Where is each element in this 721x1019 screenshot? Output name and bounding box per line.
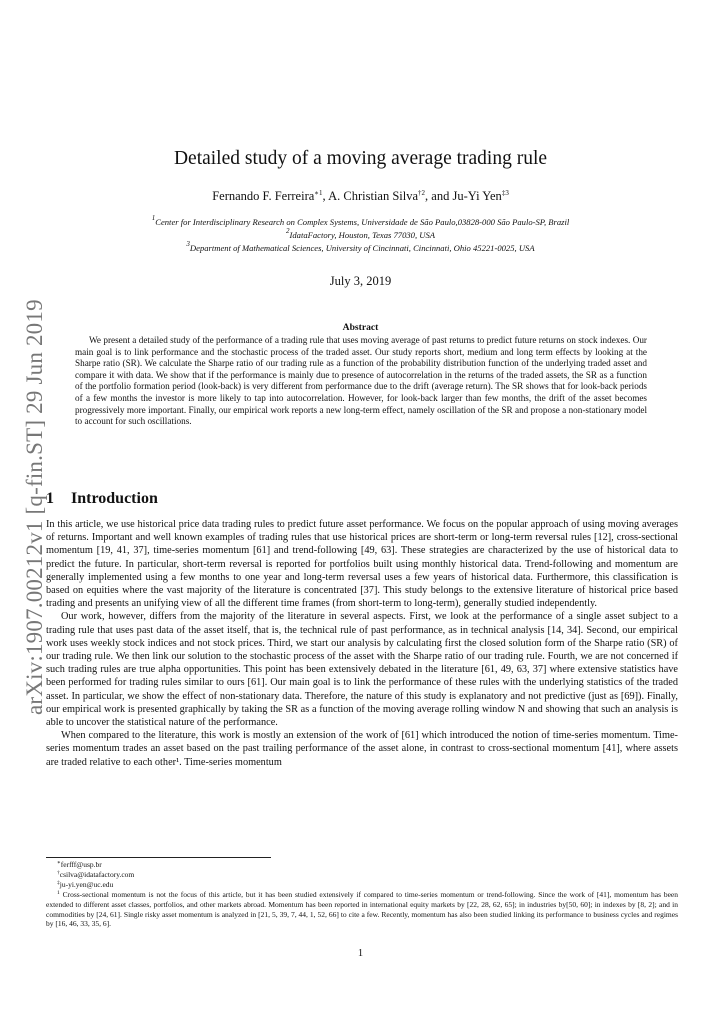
section-number: 1 [46,490,54,507]
author-name: Fernando F. Ferreira [212,189,315,203]
author-mark: ∗1 [314,189,323,197]
affiliation [0,227,721,240]
author-separator: , [322,189,329,203]
affiliation-text: Center for Interdisciplinary Research on Complex Systems, Universidade de São Paulo,03828-000 São Paulo-SP, Brazil [155,217,570,227]
author-name: Ju-Yi Yen [452,189,502,203]
paper-title: Detailed study of a moving average trading rule [173,148,548,169]
abstract-text: We present a detailed study of the performance of a trading rule that uses moving average of past returns to predict future returns on stock indexes. Our main goal is to link performance and the stochastic process of the traded asset. Our study reports short, medium and long term effects by looking at the Sharpe ratio (SR). We calculate the Sharpe ratio of our trading rule as a function of the probability distribution function of the underlying traded asset and compare it with data. We show that if the performance is mainly due to presence of autocorrelation in the returns of the traded assets, the SR as a function of the portfolio formation period (look-back) is very different from performance due to the drift (average return). The SR shows that for look-back periods of a few months the investor is more likely to tap into autocorrelation. However, for look-back larger than few months, the drift of the asset becomes progressively more important. Finally, our empirical work reports a new long-term effect, namely oscillation of the SR and propose a non-stationary model to account for such oscillations. [75,335,647,427]
footnote-text: Cross-sectional momentum is not the focus of this article, but it has been studied extensively if compared to time-series momentum or trend-following. Since the work of [41], momentum has been extended to different asset classes, portfolios, and other markets abroad. Momentum has been reported in international equity markets by [22, 28, 62, 65]; in industries by[50, 60]; in indexes by [8, 2]; and in commodities by [24, 61]. Single risky asset momentum is analyzed in [21, 5, 39, 7, 44, 1, 52, 66] to cite a few. Recently, momentum has also been studied linking its performance to business cycles and regimes by [16, 46, 33, 35, 6]. [46,889,679,929]
paragraph: In this article, we use historical price data trading rules to predict future asset performance. We focus on the popular approach of using moving averages of returns. Important and well known examples of trading rules that use historical prices are short-term or long-term reversal rules [12], cross-sectional momentum [19, 41, 37], time-series momentum [61] and trend-following [49, 63]. These strategies are characterized by the use of historical data to predict the future. In particular, short-term reversal is reported for portfolios built using monthly historical data. Trend-following and momentum are generally implemented using a few months to one year and long-term reversal uses a few years of historical data. Furthermore, this classification is based on equities where the vast majority of the literature is concentrated [37]. This study belongs to the extensive literature of historical price based trading and presents an unifying view of all the different time frames (from short-term to long-term), generally studied independently. [46,519,678,610]
footnote-mark: ‡ [57,879,60,886]
affiliation-mark: 3 [186,240,190,248]
footnote-mark: ∗ [57,860,61,866]
affiliation-text: Department of Mathematical Sciences, University of Cincinnati, Cincinnati, Ohio 45221-0025, USA [189,243,535,253]
footnote-mark: † [57,869,60,876]
footnote [46,870,678,880]
footnote [46,880,678,890]
footnote-mark: 1 [57,889,60,896]
footnote-text: ju-yi.yen@uc.edu [59,879,114,889]
footnote-text: csilva@idatafactory.com [59,869,135,879]
footnote [46,890,678,930]
footnote-rule [46,857,271,858]
abstract-heading: Abstract [342,322,379,333]
page-number: 1 [357,948,364,959]
paragraph: Our work, however, differs from the majority of the literature in several aspects. First, we look at the performance of a single asset subject to a trading rule that uses past data of the asset itself, that is, the technical rule of past performance, as in technical analysis [14, 34]. Second, our empirical work uses weekly stock indices and not stock prices. Third, we start our analysis by calculating first the closed solution form of the Sharpe ratio (SR) of our trading rule. We then link our solution to the stochastic process of the asset with the Sharpe ratio of our trading rule. Fourth, we are not concerned if such trading rules are true alpha opportunities. This point has been extensively debated in the literature [61, 49, 63, 37] where extensive statistics have been performed for trading rules similar to ours [61]. Our main goal is to link the performance of these rules with the underlying statistics of the traded asset. In particular, we show the effect of non-stationary data. Therefore, the nature of this study is explanatory and not predictive (just as [69]). Finally, our empirical work is presented graphically by taking the SR as a function of the moving average rolling window N and showing that such an analysis is able to uncover the statistical nature of the performance. [46,611,678,729]
affiliation [0,214,721,227]
author-list [0,189,721,204]
affiliation-mark: 1 [151,214,156,222]
author-name: A. Christian Silva [328,189,419,203]
paragraph: When compared to the literature, this work is mostly an extension of the work of [61] which introduced the notion of time-series momentum. Time-series momentum trades an asset based on the past trailing performance of the asset alone, in contrast to cross-sectional momentum [41], where assets are traded relative to each other¹. Time-series momentum [46,730,678,768]
affiliation-mark: 2 [285,227,290,235]
section-heading [46,490,158,508]
footnotes [46,860,678,929]
arxiv-stamp: arXiv:1907.00212v1 [q-fin.ST] 29 Jun 2019 [22,299,47,715]
body-text [46,518,678,769]
footnote [46,860,678,870]
footnote-text: ferfff@usp.br [60,860,102,869]
affiliation [0,240,721,253]
author-mark: †2 [418,189,426,197]
paper-date: July 3, 2019 [329,274,392,288]
author-mark: ‡3 [501,189,509,197]
section-title: Introduction [71,490,158,507]
affiliation-text: IdataFactory, Houston, Texas 77030, USA [289,230,436,240]
author-separator: , and [425,189,453,203]
